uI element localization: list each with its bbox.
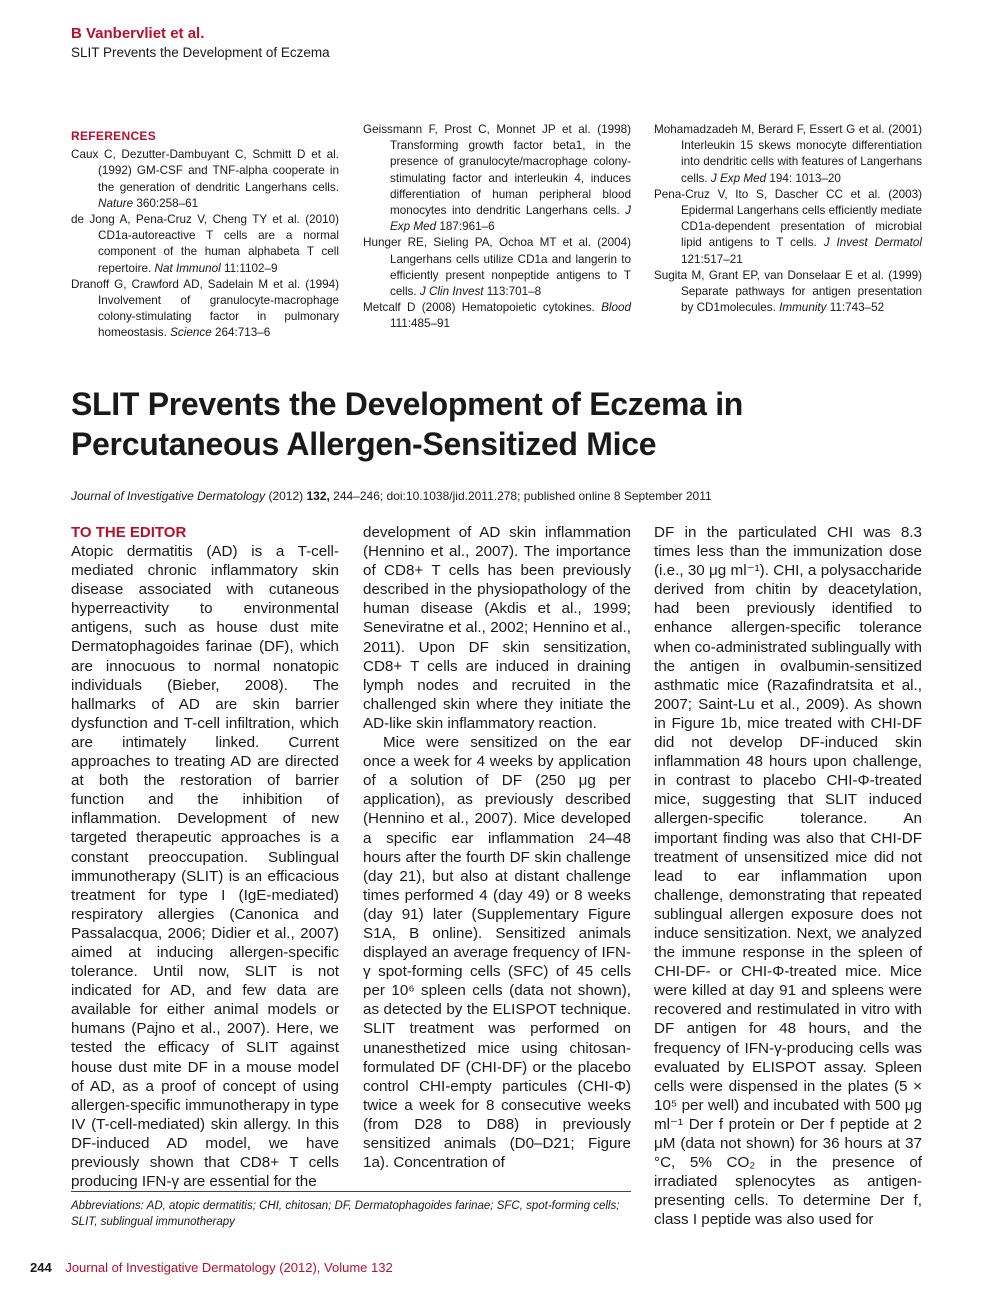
running-head-title: SLIT Prevents the Development of Eczema xyxy=(71,45,330,60)
body-paragraph: development of AD skin inflammation (Hennino et al., 2007). The importance of CD8+ T cells has been previously described in the physiopathology of the human disease (Akdis et al., 1999; Seneviratne et al., 2002; Hennino et al., 2011). Upon DF skin sensitization, CD8+ T cells are induced in draining lymph nodes and recruited in the challenged skin where they initiate the AD-like skin inflammatory reaction. xyxy=(363,524,631,732)
running-head-authors: B Vanbervliet et al. xyxy=(71,25,205,42)
body-paragraph: Mice were sensitized on the ear once a week for 4 weeks by application of a solution of DF (250 μg per application), as previously described (Hennino et al., 2007). Mice developed a specific ear inflammation 24–48 hours after the fourth DF skin challenge (day 21), but also at distant challenge times performed 4 (day 49) or 8 weeks (day 91) later (Supplementary Figure S1A, B online). Sensitized animals displayed an average frequency of IFN-γ spot-forming cells (SFC) of 45 cells per 10⁶ spleen cells (data not shown), as detected by the ELISPOT technique. SLIT treatment was performed on unanesthetized mice using chitosan-formulated DF (CHI-DF) or the placebo control CHI-empty particules (CHI-Φ) twice a week for 8 consecutive weeks (from D28 to D88) in previously sensitized animals (D0–D21; Figure 1a). Concentration of xyxy=(363,734,631,1172)
body-paragraph: Atopic dermatitis (AD) is a T-cell-mediated chronic inflammatory skin disease associated with cutaneous hyperreactivity to environmental antigens, such as house dust mite Dermatophagoides farinae (DF), which are innocuous to normal nonatopic individuals (Bieber, 2008). The hallmarks of AD are skin barrier dysfunction and T-cell infiltration, which are intimately linked. Current approaches to treating AD are directed at both the restoration of barrier function and the inhibition of inflammation. Development of new targeted therapeutic approaches is a constant preoccupation. Sublingual immunotherapy (SLIT) is an efficacious treatment for type I (IgE-mediated) respiratory allergies (Canonica and Passalacqua, 2006; Didier et al., 2007) aimed at inducing allergen-specific tolerance. Until now, SLIT is not indicated for AD, and few data are available for either animal models or humans (Pajno et al., 2007). Here, we tested the efficacy of SLIT against house dust mite DF in a mouse model of AD, as a proof of concept of using allergen-specific immunotherapy in type IV (T-cell-mediated) skin allergy. In this DF-induced AD model, we have previously shown that CD8+ T cells producing IFN-γ are essential for the xyxy=(71,543,339,1191)
references-heading: REFERENCES xyxy=(71,129,157,143)
reference-item: Pena-Cruz V, Ito S, Dascher CC et al. (2003) Epidermal Langerhans cells efficiently mediate CD1a-dependent presentation of microbial lipid antigens to T cells. J Invest Dermatol 121:517–21 xyxy=(654,187,922,266)
reference-item: Hunger RE, Sieling PA, Ochoa MT et al. (2004) Langerhans cells utilize CD1a and langerin to efficiently present nonpeptide antigens to T cells. J Clin Invest 113:701–8 xyxy=(363,236,631,299)
abbreviations-footnote: Abbreviations: AD, atopic dermatitis; CHI, chitosan; DF, Dermatophagoides farinae; SFC, spot-forming cells; SLIT, sublingual immunotherapy xyxy=(71,1200,620,1228)
references-column-3 xyxy=(654,122,922,316)
article-title-line-2: Percutaneous Allergen-Sensitized Mice xyxy=(71,426,657,462)
reference-item: Caux C, Dezutter-Dambuyant C, Schmitt D et al. (1992) GM-CSF and TNF-alpha cooperate in the generation of dendritic Langerhans cells. Nature 360:258–61 xyxy=(71,148,339,210)
reference-item: Metcalf D (2008) Hematopoietic cytokines. Blood 111:485–91 xyxy=(363,301,631,331)
body-paragraph: DF in the particulated CHI was 8.3 times less than the immunization dose (i.e., 30 μg ml⁻¹). CHI, a polysaccharide derived from chitin by deacetylation, had been previously identified to enhance allergen-specific tolerance when co-administrated sublingually with the antigen in ovalbumin-sensitized asthmatic mice (Razafindratsita et al., 2007; Saint-Lu et al., 2009). As shown in Figure 1b, mice treated with CHI-DF did not develop DF-induced skin inflammation 48 hours upon challenge, in contrast to placebo CHI-Φ-treated mice, suggesting that SLIT induced allergen-specific tolerance. An important finding was also that CHI-DF treatment of unsensitized mice did not lead to ear inflammation upon challenge, demonstrating that repeated sublingual allergen exposure does not induce sensitization. Next, we analyzed the immune response in the spleen of CHI-DF- or CHI-Φ-treated mice. Mice were killed at day 91 and spleens were recovered and restimulated in vitro with DF antigen for 48 hours, and the frequency of IFN-γ-producing cells was evaluated by ELISPOT assay. Spleen cells were dispensed in the plates (5 × 10⁵ per well) and incubated with 500 μg ml⁻¹ Der f protein or Der f peptide at 2 μM (data not shown) for 36 hours at 37 °C, 5% CO₂ in the presence of irradiated splenocytes as antigen-presenting cells. To determine Der f, class I peptide was also used for xyxy=(654,524,922,1229)
body-column-1 xyxy=(71,523,339,1191)
body-column-3 xyxy=(654,523,922,1229)
citation-details: 244–246; doi:10.1038/jid.2011.278; published online 8 September 2011 xyxy=(329,489,712,503)
citation-journal: Journal of Investigative Dermatology xyxy=(71,489,266,503)
footnote-divider xyxy=(71,1191,631,1192)
page-number: 244 xyxy=(30,1260,52,1275)
section-heading: TO THE EDITOR xyxy=(71,524,187,541)
running-head xyxy=(71,24,571,61)
reference-item: Geissmann F, Prost C, Monnet JP et al. (1998) Transforming growth factor beta1, in the presence of granulocyte/macrophage colony-stimulating factor and interleukin 4, induces differentiation of human peripheral blood monocytes into dendritic Langerhans cells. J Exp Med 187:961–6 xyxy=(363,123,631,234)
reference-item: Dranoff G, Crawford AD, Sadelain M et al. (1994) Involvement of granulocyte-macrophage colony-stimulating factor in pulmonary homeostasis. Science 264:713–6 xyxy=(71,277,339,340)
reference-item: de Jong A, Pena-Cruz V, Cheng TY et al. (2010) CD1a-autoreactive T cells are a normal component of the human alphabeta T cell repertoire. Nat Immunol 11:1102–9 xyxy=(71,213,339,275)
citation-year: (2012) xyxy=(265,489,307,503)
page-footer xyxy=(30,1259,630,1276)
citation-volume: 132, xyxy=(306,489,330,503)
article-title-line-1: SLIT Prevents the Development of Eczema in xyxy=(71,386,744,422)
references-column-2 xyxy=(363,122,631,333)
reference-item: Mohamadzadeh M, Berard F, Essert G et al. (2001) Interleukin 15 skews monocyte differentiation into dendritic cells with features of Langerhans cells. J Exp Med 194: 1013–20 xyxy=(654,123,922,185)
citation-line xyxy=(71,488,891,504)
footer-journal: Journal of Investigative Dermatology (2012), Volume 132 xyxy=(65,1260,393,1275)
article-title xyxy=(71,384,871,464)
body-column-2 xyxy=(363,523,631,1172)
reference-item: Sugita M, Grant EP, van Donselaar E et al. (1999) Separate pathways for antigen presentation by CD1molecules. Immunity 11:743–52 xyxy=(654,268,922,315)
references-column-1 xyxy=(71,122,339,342)
